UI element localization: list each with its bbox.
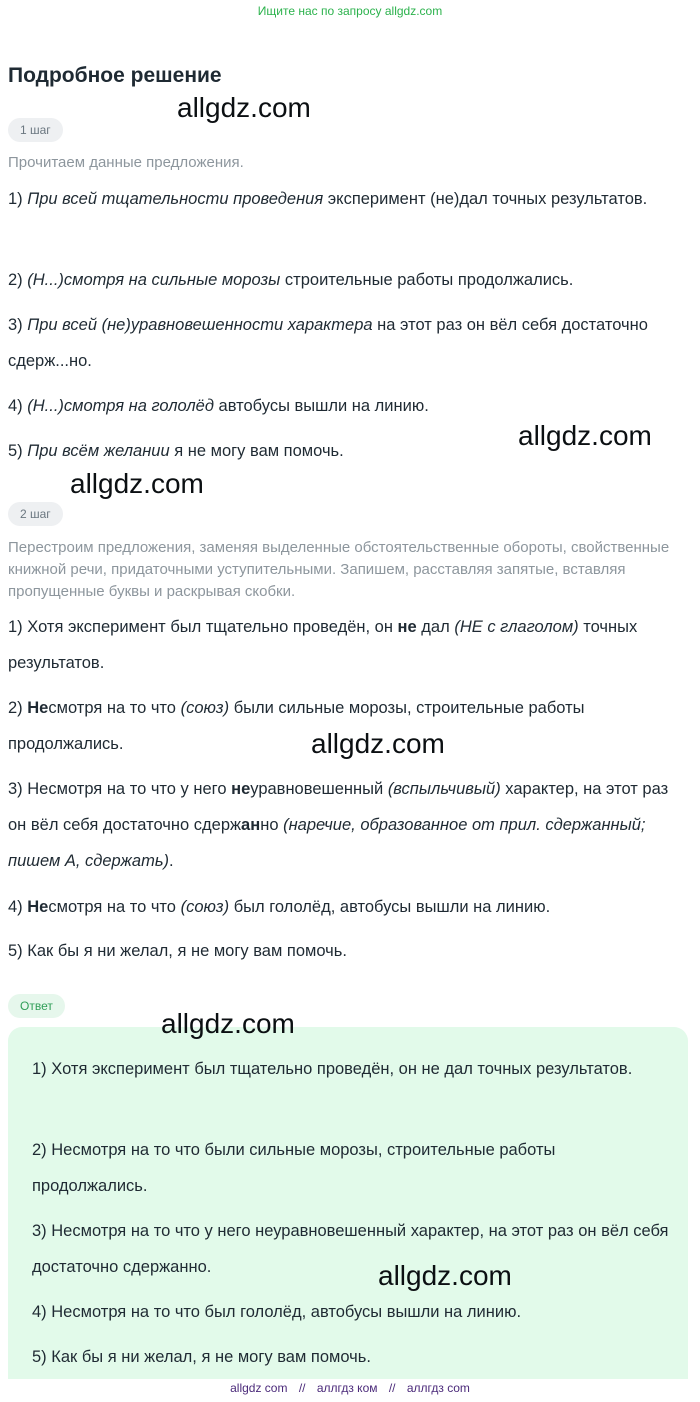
step-2-sentence-2: 2) Несмотря на то что (союз) были сильные морозы, строительные работы продолжались. [8,699,585,753]
watermark: allgdz.com [518,420,652,451]
watermark: allgdz.com [378,1260,512,1291]
footer-link-allgdz-mixed[interactable]: аллгдз com [406,1381,470,1395]
step-2-sentence-5: 5) Как бы я ни желал, я не могу вам помочь. [8,942,347,960]
answer-item-2: 2) Несмотря на то что были сильные морозы, строительные работы продолжались. [32,1141,556,1195]
answer-badge: Ответ [8,994,65,1018]
answer-item-3: 3) Несмотря на то что у него неуравновешенный характер, на этот раз он вёл себя достаточно сдержанно. [32,1222,669,1276]
top-banner[interactable]: Ищите нас по запросу allgdz.com [257,4,443,18]
step-2-badge: 2 шаг [8,502,63,526]
answer-box [8,1027,688,1379]
step-2-sentence-3: 3) Несмотря на то что у него неуравновешенный (вспыльчивый) характер, на этот раз он вёл себя достаточно сдержанно (наречие, образованное от прил. сдержанный; пишем А, сдержать). [8,780,669,870]
footer-link-allgdz-ru[interactable]: аллгдз ком [316,1381,378,1395]
answer-item-5: 5) Как бы я ни желал, я не могу вам помочь. [32,1348,371,1366]
step-1-sentence-2: 2) (Н...)смотря на сильные морозы строительные работы продолжались. [8,271,574,289]
step-2-sentence-4: 4) Несмотря на то что (союз) был гололёд, автобусы вышли на линию. [8,898,551,916]
step-2-sentence-1: 1) Хотя эксперимент был тщательно проведён, он не дал (НЕ с глаголом) точных результатов. [8,618,638,672]
footer-separator: // [298,1381,306,1395]
step-1-sentence-3: 3) При всей (не)уравновешенности характера на этот раз он вёл себя достаточно сдерж...но. [8,316,648,370]
step-1-sentence-5: 5) При всём желании я не могу вам помочь. [8,442,344,460]
footer-separator: // [388,1381,396,1395]
watermark: allgdz.com [311,728,445,759]
watermark: allgdz.com [177,92,311,123]
step-1-intro: Прочитаем данные предложения. [8,154,244,171]
watermark: allgdz.com [70,468,204,499]
step-1-sentence-4: 4) (Н...)смотря на гололёд автобусы вышли на линию. [8,397,429,415]
footer [0,1381,700,1395]
step-1-badge: 1 шаг [8,118,63,142]
watermark: allgdz.com [161,1008,295,1039]
footer-link-allgdz[interactable]: allgdz com [230,1381,288,1395]
answer-item-4: 4) Несмотря на то что был гололёд, автобусы вышли на линию. [32,1303,522,1321]
answer-item-1: 1) Хотя эксперимент был тщательно проведён, он не дал точных результатов. [32,1060,633,1078]
page-title: Подробное решение [8,64,222,87]
step-1-sentence-1: 1) При всей тщательности проведения эксперимент (не)дал точных результатов. [8,190,648,208]
step-2-intro: Перестроим предложения, заменяя выделенные обстоятельственные обороты, свойственные книжной речи, придаточными уступительными. Запишем, расставляя запятые, вставляя пропущенные буквы и раскрывая скобки. [8,539,670,600]
